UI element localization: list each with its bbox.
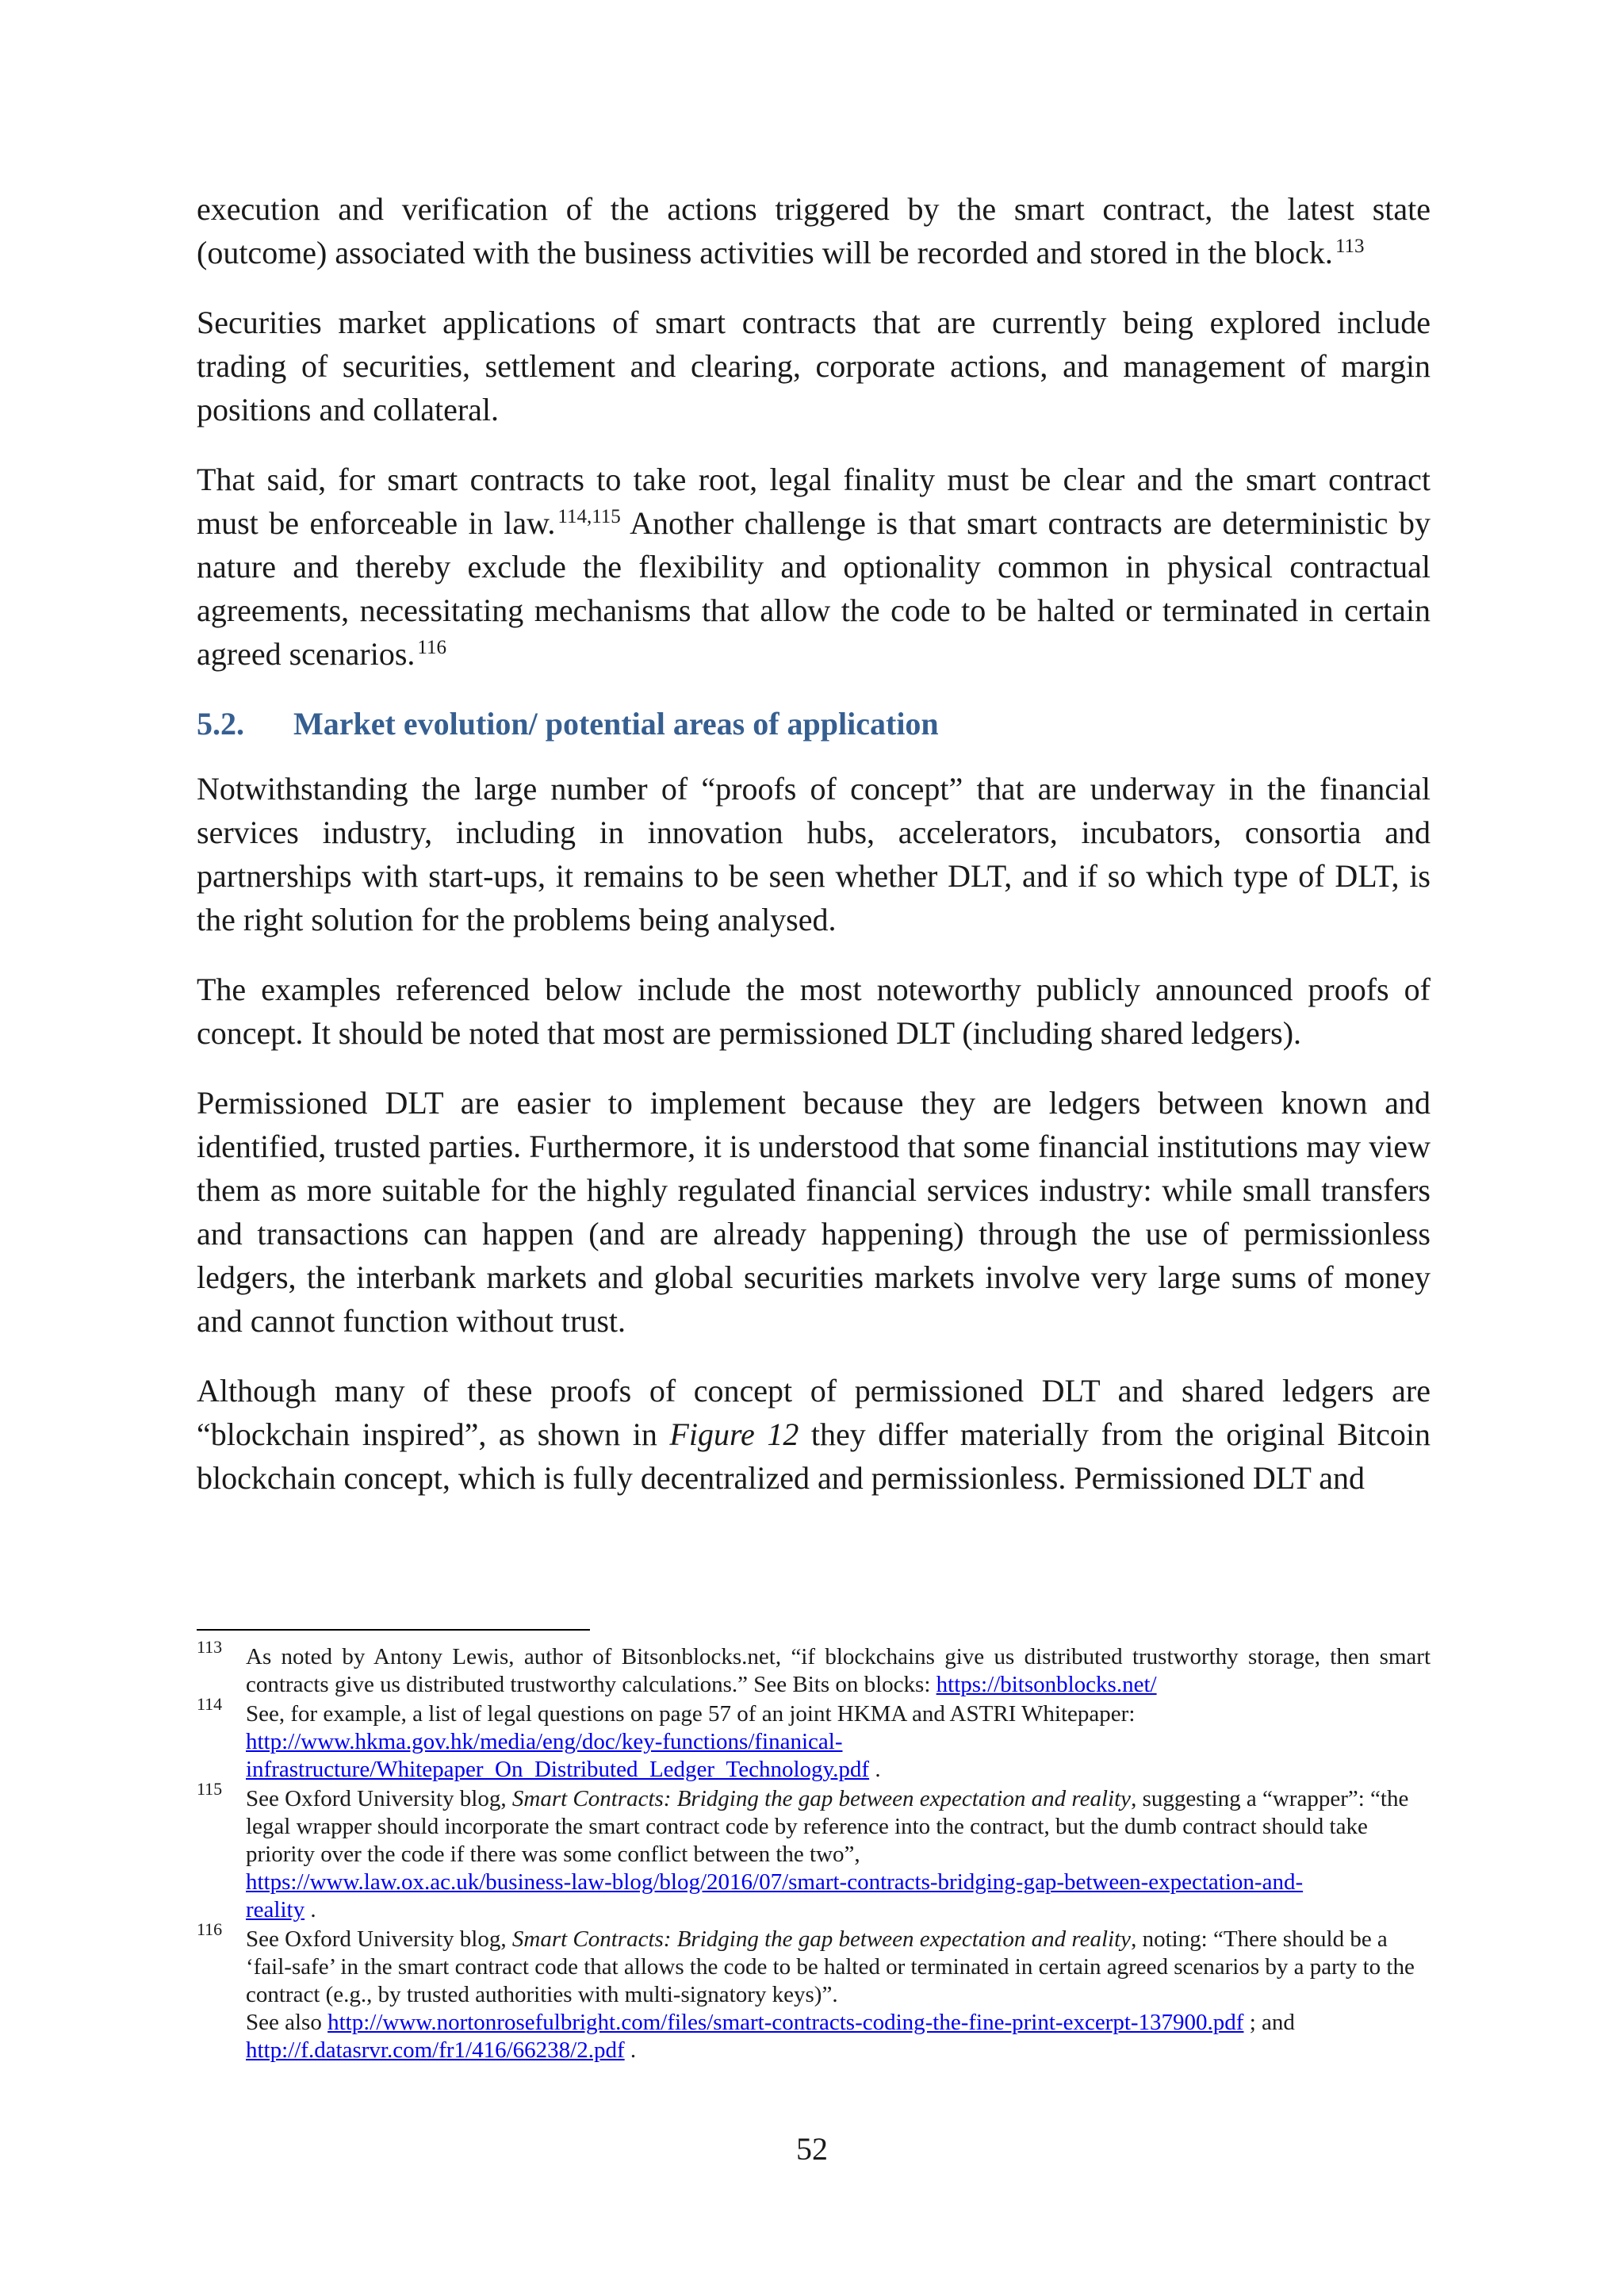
footnote-113 (197, 1637, 1431, 1699)
paragraph-text: Securities market applications of smart contracts that are currently being explored include trading of securities, settlement and clearing, corporate actions, and management of margin positions and collateral. (197, 305, 1431, 427)
footnote-114 (197, 1694, 1431, 1784)
footnote-text: See Oxford University blog, (246, 1926, 512, 1952)
page-number: 52 (796, 2131, 828, 2167)
footnote-link[interactable]: https://bitsonblocks.net/ (936, 1672, 1157, 1697)
footnote-text: , suggesting a “wrapper”: “the legal wrapper should incorporate the smart contract code by reference into the contract, but the dumb contract should take priority over the code if there was some conflict between the two”, (246, 1786, 1409, 1867)
footnote-text: See Oxford University blog, (246, 1786, 512, 1811)
paragraph-blockchain-inspired (197, 1369, 1431, 1500)
paragraph-text: Although many of these proofs of concept of permissioned DLT and shared ledgers are “blockchain inspired”, as shown in (197, 1373, 1431, 1452)
footnote-text: As noted by Antony Lewis, author of Bitsonblocks.net, “if blockchains give us distributed trustworthy storage, then smart contracts give us distributed trustworthy calculations.” See Bits on blocks: (246, 1644, 1431, 1697)
footnote-115 (197, 1779, 1431, 1924)
paragraph-text: they differ materially from the original Bitcoin blockchain concept, which is fully decentralized and permissionless. Permissioned DLT and (197, 1416, 1431, 1496)
footnote-separator (197, 1629, 590, 1631)
paragraph-securities-applications (197, 301, 1431, 431)
footnote-title: Smart Contracts: Bridging the gap between expectation and reality (511, 1786, 1132, 1811)
paragraph-text: The examples referenced below include the most noteworthy publicly announced proofs of concept. It should be noted that most are permissioned DLT (including shared ledgers). (197, 972, 1431, 1051)
footnote-link[interactable]: https://www.law.ox.ac.uk/business-law-blog/blog/2016/07/smart-contracts-bridging-gap-between-expectation-and- (246, 1869, 1304, 1895)
footnote-text: . (869, 1757, 881, 1782)
paragraph-examples (197, 968, 1431, 1055)
footnote-ref-113[interactable]: 113 (1335, 235, 1365, 257)
footnote-text: See also (246, 2010, 328, 2035)
footnote-link[interactable]: http://f.datasrvr.com/fr1/416/66238/2.pdf (246, 2037, 625, 2063)
footnotes (197, 1637, 1431, 2066)
footnote-number: 115 (197, 1779, 223, 1799)
footnote-link[interactable]: infrastructure/Whitepaper_On_Distributed_Ledger_Technology.pdf (246, 1757, 870, 1782)
body-text (197, 187, 1431, 1526)
paragraph-text: Notwithstanding the large number of “proofs of concept” that are underway in the financial services industry, including in innovation hubs, accelerators, incubators, consortia and partnerships with start-ups, it remains to be seen whether DLT, and if so which type of DLT, is the right solution for the problems being analysed. (197, 771, 1431, 937)
footnote-text: . (304, 1897, 316, 1922)
paragraph-smart-contract-execution (197, 187, 1431, 274)
footnote-link[interactable]: http://www.hkma.gov.hk/media/eng/doc/key-functions/finanical- (246, 1729, 843, 1754)
footnote-number: 114 (197, 1694, 223, 1714)
figure-reference: Figure 12 (669, 1416, 799, 1452)
paragraph-proofs-of-concept (197, 767, 1431, 941)
paragraph-legal-finality (197, 458, 1431, 676)
footnote-number: 113 (197, 1637, 223, 1657)
footnote-number: 116 (197, 1919, 223, 1939)
section-heading (197, 702, 1431, 746)
footnote-link[interactable]: reality (246, 1897, 305, 1922)
section-title: Market evolution/ potential areas of application (293, 706, 939, 742)
footnote-text: . (624, 2037, 637, 2063)
footnote-title: Smart Contracts: Bridging the gap between expectation and reality (511, 1926, 1132, 1952)
paragraph-text: Permissioned DLT are easier to implement because they are ledgers between known and identified, trusted parties. Furthermore, it is understood that some financial institutions may view them as more suitable for the highly regulated financial services industry: while small transfers and transactions can happen (and are already happening) through the use of permissionless ledgers, the interbank markets and global securities markets involve very large sums of money and cannot function without trust. (197, 1085, 1431, 1339)
footnote-link[interactable]: http://www.nortonrosefulbright.com/files/smart-contracts-coding-the-fine-print-excerpt-137900.pdf (327, 2010, 1244, 2035)
footnote-ref-114-115[interactable]: 114,115 (557, 505, 621, 527)
paragraph-text: execution and verification of the actions triggered by the smart contract, the latest state (outcome) associated with the business activities will be recorded and stored in the block. (197, 191, 1431, 270)
footnote-116 (197, 1919, 1431, 2064)
paragraph-permissioned-dlt (197, 1081, 1431, 1343)
footnote-ref-116[interactable]: 116 (417, 636, 446, 658)
footnote-text: ; and (1243, 2010, 1295, 2035)
paragraph-text: Another challenge is that smart contracts are deterministic by nature and thereby exclude the flexibility and optionality common in physical contractual agreements, necessitating mechanisms that allow the code to be halted or terminated in certain agreed scenarios. (197, 505, 1431, 672)
footnote-text: , noting: “There should be a ‘fail-safe’ in the smart contract code that allows the code to be halted or terminated in certain agreed scenarios by a party to the contract (e.g., by trusted authorities with multi-signatory keys)”. (246, 1926, 1415, 2007)
footnote-text: See, for example, a list of legal questions on page 57 of an joint HKMA and ASTRI Whitepaper: (246, 1701, 1136, 1727)
paragraph-text: That said, for smart contracts to take root, legal finality must be clear and the smart contract must be enforceable in law. (197, 462, 1431, 541)
section-number: 5.2. (197, 706, 244, 742)
